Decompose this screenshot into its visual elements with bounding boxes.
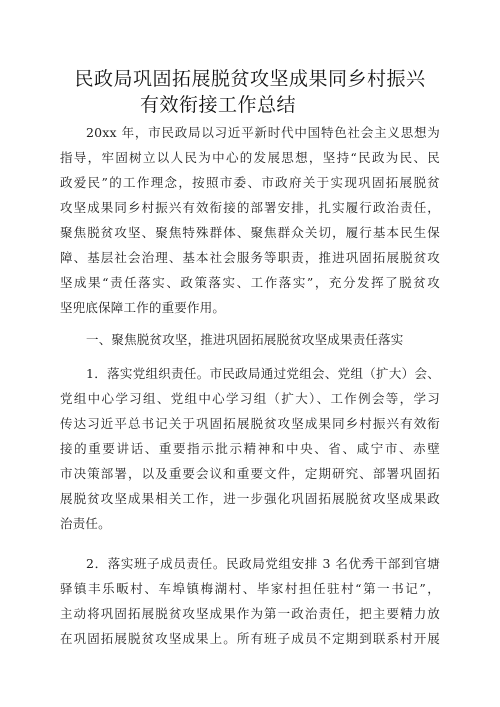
paragraph-line: 攻坚成果同乡村振兴有效衔接的部署安排，扎实履行政治责任， <box>60 200 440 215</box>
paragraph-line: 指导，牢固树立以人民为中心的发展思想，坚持“民政为民、民 <box>60 150 440 165</box>
paragraph-line: 接的重要讲话、重要指示批示精神和中央、省、咸宁市、赤壁 <box>60 441 440 456</box>
section-heading: 一、聚焦脱贫攻坚，推进巩固拓展脱贫攻坚成果责任落实 <box>86 332 404 347</box>
paragraph-line: 传达习近平总书记关于巩固拓展脱贫攻坚成果同乡村振兴有效衔 <box>60 416 440 431</box>
paragraph-line: 政爱民”的工作理念，按照市委、市政府关于实现巩固拓展脱贫 <box>60 175 440 190</box>
paragraph-line: 聚焦脱贫攻坚、聚焦特殊群体、聚焦群众关切，履行基本民生保 <box>60 225 440 240</box>
paragraph-line: 在巩固拓展脱贫攻坚成果上。所有班子成员不定期到联系村开展 <box>60 631 440 646</box>
paragraph-line: 展脱贫攻坚成果相关工作，进一步强化巩固拓展脱贫攻坚成果政 <box>60 491 440 506</box>
document-title-line-1: 民政局巩固拓展脱贫攻坚成果同乡村振兴 <box>74 68 426 90</box>
paragraph-line: 治责任。 <box>60 516 111 531</box>
paragraph-line: 坚成果“责任落实、政策落实、工作落实”，充分发挥了脱贫攻 <box>60 275 440 290</box>
paragraph-line: 坚兜底保障工作的重要作用。 <box>60 300 226 315</box>
paragraph-line: 1．落实党组织责任。市民政局通过党组会、党组（扩大）会、 <box>86 366 440 381</box>
paragraph-line: 20xx 年，市民政局以习近平新时代中国特色社会主义思想为 <box>86 125 440 140</box>
paragraph-line: 主动将巩固拓展脱贫攻坚成果作为第一政治责任，把主要精力放 <box>60 606 440 621</box>
paragraph-line: 市决策部署，以及重要会议和重要文件，定期研究、部署巩固拓 <box>60 466 440 481</box>
document-title-line-2: 有效衔接工作总结 <box>139 94 296 116</box>
paragraph-line: 驿镇丰乐畈村、车埠镇梅湖村、毕家村担任驻村“第一书记”， <box>60 581 440 596</box>
paragraph-line: 2．落实班子成员责任。民政局党组安排 3 名优秀干部到官塘 <box>86 556 440 571</box>
paragraph-line: 障、基层社会治理、基本社会服务等职责，推进巩固拓展脱贫攻 <box>60 250 440 265</box>
paragraph-line: 党组中心学习组、党组中心学习组（扩大）、工作例会等，学习 <box>60 391 440 406</box>
